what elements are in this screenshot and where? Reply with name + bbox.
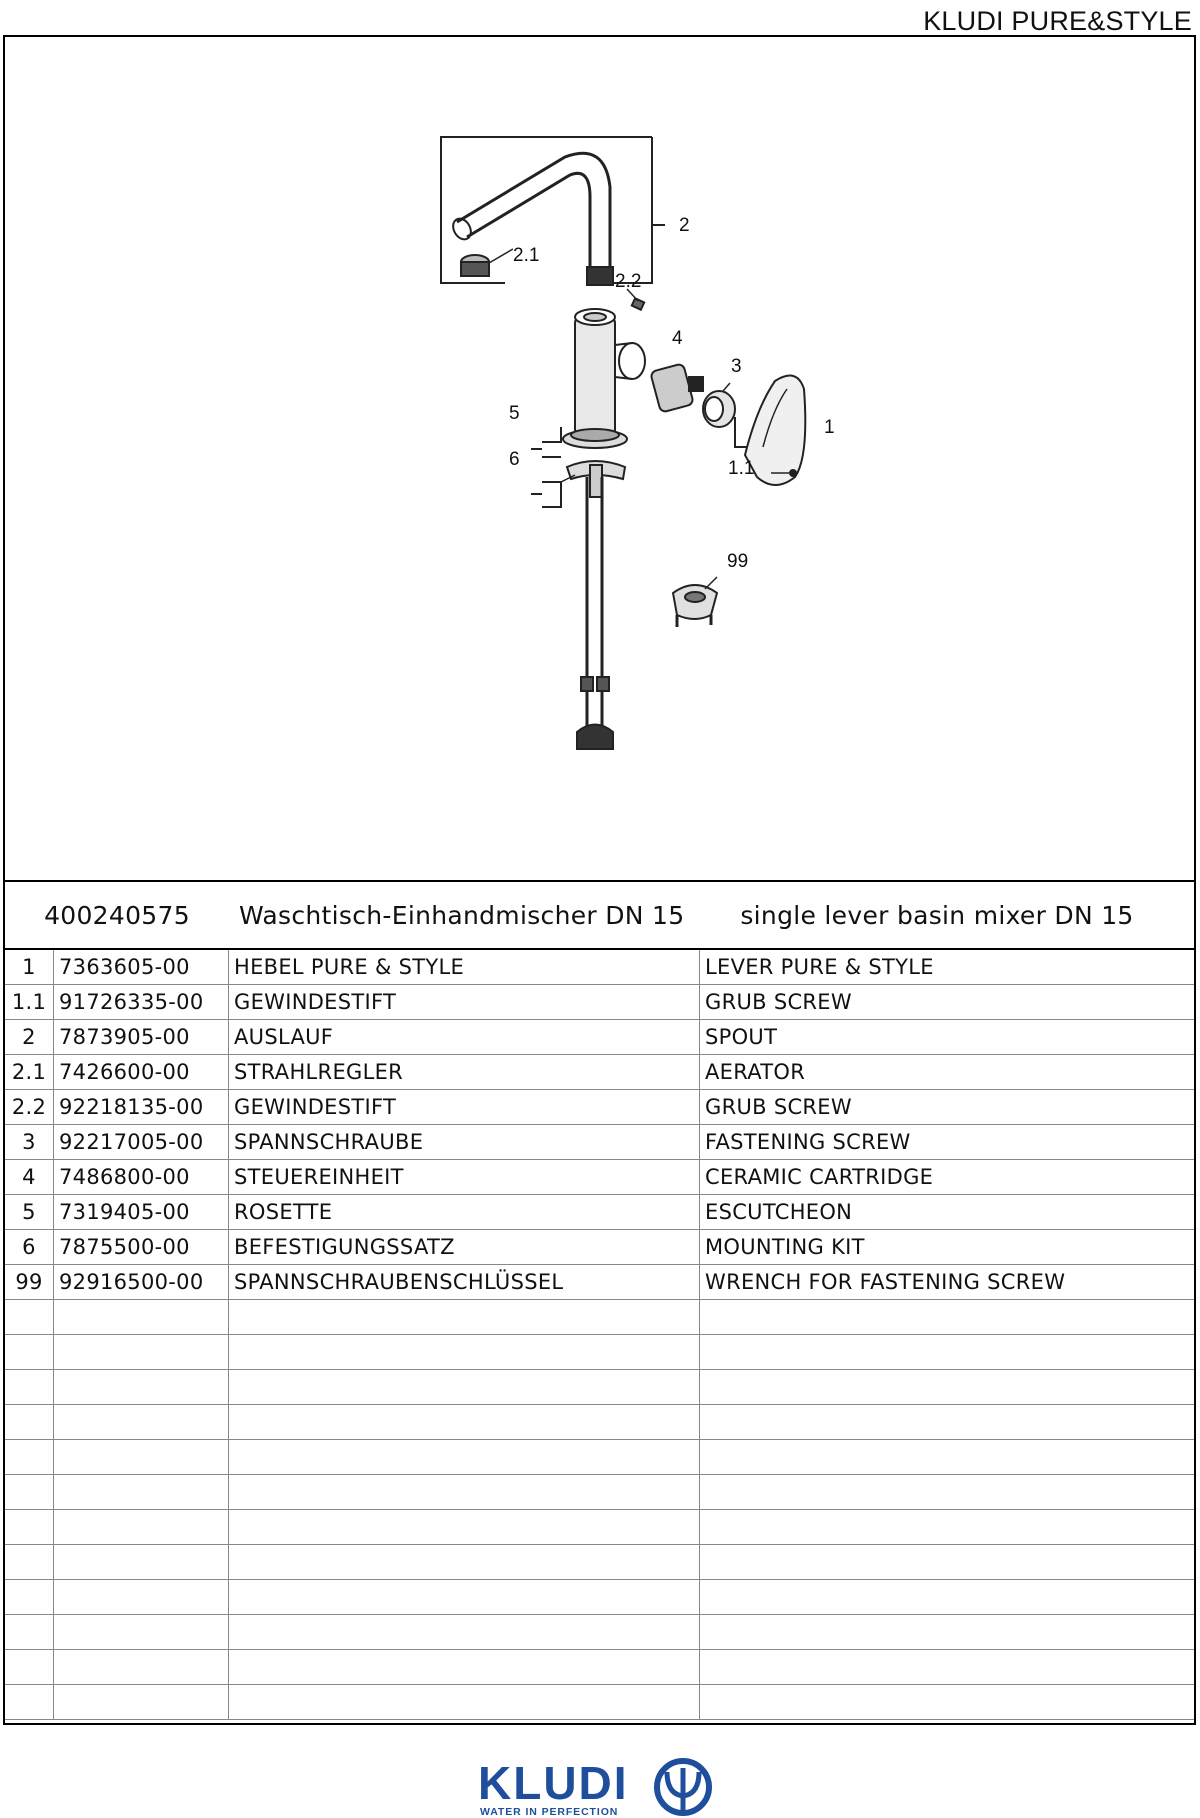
part-name-de: [229, 1370, 700, 1404]
part-name-en: [700, 1685, 1194, 1719]
table-row: [5, 1230, 1194, 1265]
part-name-de: AUSLAUF: [229, 1020, 700, 1054]
callout-2-2: 2.2: [615, 271, 642, 292]
part-name-de: [229, 1440, 700, 1474]
part-name-de: [229, 1615, 700, 1649]
part-position: [5, 1440, 54, 1474]
part-name-de: [229, 1685, 700, 1719]
part-name-de: ROSETTE: [229, 1195, 700, 1229]
part-number: 92218135-00: [54, 1090, 229, 1124]
table-row: [5, 1265, 1194, 1300]
part-name-en: LEVER PURE & STYLE: [705, 955, 934, 979]
part-name-en: [700, 1510, 1194, 1544]
document-title: KLUDI PURE&STYLE: [923, 6, 1192, 36]
parts-table-body: [5, 950, 1194, 1720]
table-row: [5, 950, 1194, 985]
part-name-de: [229, 1300, 700, 1334]
part-name-en: [700, 1335, 1194, 1369]
part-position: 99: [5, 1265, 54, 1299]
part-number: 7426600-00: [54, 1055, 229, 1089]
part-name-en: [700, 1440, 1194, 1474]
part-position: 5: [5, 1195, 54, 1229]
logo-tagline: WATER IN PERFECTION: [480, 1806, 619, 1818]
part-name-de: STEUEREINHEIT: [229, 1160, 700, 1194]
part-name-en: [700, 1405, 1194, 1439]
part-name-en: AERATOR: [705, 1060, 806, 1084]
cartridge-part: [650, 363, 703, 412]
callout-99: 99: [727, 551, 749, 572]
part-position: [5, 1335, 54, 1369]
part-name-de: [229, 1650, 700, 1684]
table-row: [5, 1580, 1194, 1615]
part-name-de: GEWINDESTIFT: [229, 1090, 700, 1124]
part-position: [5, 1685, 54, 1719]
part-position: 2.1: [5, 1055, 54, 1089]
part-number: [54, 1685, 229, 1719]
part-name-de: [229, 1545, 700, 1579]
part-name-en: CERAMIC CARTRIDGE: [705, 1165, 934, 1189]
part-number: [54, 1545, 229, 1579]
table-row: [5, 1160, 1194, 1195]
part-number: 7319405-00: [54, 1195, 229, 1229]
part-position: 1.1: [5, 985, 54, 1019]
part-position: [5, 1650, 54, 1684]
logo-wordmark: KLUDI: [478, 1757, 629, 1809]
part-name-en: WRENCH FOR FASTENING SCREW: [705, 1270, 1066, 1294]
exploded-view-drawing: [5, 37, 1194, 880]
part-name-en: ESCUTCHEON: [705, 1200, 853, 1224]
table-row: [5, 1195, 1194, 1230]
callout-1-1: 1.1: [728, 458, 755, 479]
table-row: [5, 1545, 1194, 1580]
article-number: 400240575: [44, 900, 190, 930]
parts-sheet-frame: [3, 35, 1196, 1725]
part-number: [54, 1405, 229, 1439]
part-number: 7875500-00: [54, 1230, 229, 1264]
mixer-body: [575, 317, 615, 437]
part-number: 92217005-00: [54, 1125, 229, 1159]
part-position: [5, 1405, 54, 1439]
part-number: [54, 1440, 229, 1474]
description-en: single lever basin mixer DN 15: [740, 900, 1134, 930]
part-name-en: [700, 1300, 1194, 1334]
table-row: [5, 1370, 1194, 1405]
kludi-logo: [478, 1758, 722, 1816]
callout-5: 5: [509, 403, 520, 424]
table-row: [5, 1685, 1194, 1720]
part-name-en: SPOUT: [705, 1025, 778, 1049]
callout-1: 1: [824, 417, 835, 438]
part-name-de: BEFESTIGUNGSSATZ: [229, 1230, 700, 1264]
part-name-de: GEWINDESTIFT: [229, 985, 700, 1019]
table-row: [5, 1510, 1194, 1545]
part-name-en: GRUB SCREW: [705, 990, 852, 1014]
part-number: 91726335-00: [54, 985, 229, 1019]
part-name-en: [700, 1370, 1194, 1404]
part-number: [54, 1300, 229, 1334]
callout-2-1: 2.1: [513, 245, 540, 266]
part-name-de: [229, 1510, 700, 1544]
part-name-de: SPANNSCHRAUBE: [229, 1125, 700, 1159]
part-position: [5, 1475, 54, 1509]
description-de: Waschtisch-Einhandmischer DN 15: [239, 900, 685, 930]
part-name-de: [229, 1475, 700, 1509]
part-position: 2: [5, 1020, 54, 1054]
table-row: [5, 1020, 1194, 1055]
logo-emblem-icon: [653, 1758, 717, 1816]
part-name-en: [700, 1615, 1194, 1649]
table-row: [5, 1300, 1194, 1335]
part-position: [5, 1615, 54, 1649]
part-name-en: [700, 1650, 1194, 1684]
part-number: 7363605-00: [54, 950, 229, 984]
part-name-de: [229, 1580, 700, 1614]
table-row: [5, 1335, 1194, 1370]
part-position: 3: [5, 1125, 54, 1159]
part-number: [54, 1615, 229, 1649]
part-name-en: [700, 1475, 1194, 1509]
callout-6: 6: [509, 449, 520, 470]
table-row: [5, 1650, 1194, 1685]
part-position: [5, 1545, 54, 1579]
part-name-de: [229, 1405, 700, 1439]
part-name-en: [700, 1580, 1194, 1614]
part-number: [54, 1370, 229, 1404]
callout-2: 2: [679, 215, 690, 236]
callout-4: 4: [672, 328, 683, 349]
part-position: [5, 1300, 54, 1334]
exploded-view-svg: [5, 37, 1194, 880]
part-number: 7486800-00: [54, 1160, 229, 1194]
part-name-de: [229, 1335, 700, 1369]
part-position: [5, 1370, 54, 1404]
parts-table-header: [5, 882, 1194, 950]
part-position: 6: [5, 1230, 54, 1264]
part-number: 7873905-00: [54, 1020, 229, 1054]
table-row: [5, 1405, 1194, 1440]
part-number: [54, 1335, 229, 1369]
part-number: [54, 1650, 229, 1684]
table-row: [5, 985, 1194, 1020]
table-row: [5, 1125, 1194, 1160]
table-row: [5, 1615, 1194, 1650]
callout-3: 3: [731, 356, 742, 377]
part-name-de: STRAHLREGLER: [229, 1055, 700, 1089]
part-number: [54, 1475, 229, 1509]
table-row: [5, 1055, 1194, 1090]
parts-table: [5, 880, 1194, 1720]
part-name-en: FASTENING SCREW: [705, 1130, 911, 1154]
part-name-en: MOUNTING KIT: [705, 1235, 865, 1259]
part-name-en: GRUB SCREW: [705, 1095, 852, 1119]
part-number: [54, 1510, 229, 1544]
part-position: [5, 1510, 54, 1544]
part-name-en: [700, 1545, 1194, 1579]
table-row: [5, 1090, 1194, 1125]
part-position: [5, 1580, 54, 1614]
part-name-de: HEBEL PURE & STYLE: [229, 950, 700, 984]
part-number: 92916500-00: [54, 1265, 229, 1299]
wrench-part: [673, 577, 717, 627]
part-name-de: SPANNSCHRAUBENSCHLÜSSEL: [229, 1265, 700, 1299]
part-position: 2.2: [5, 1090, 54, 1124]
table-row: [5, 1440, 1194, 1475]
part-position: 4: [5, 1160, 54, 1194]
table-row: [5, 1475, 1194, 1510]
part-position: 1: [5, 950, 54, 984]
part-number: [54, 1580, 229, 1614]
